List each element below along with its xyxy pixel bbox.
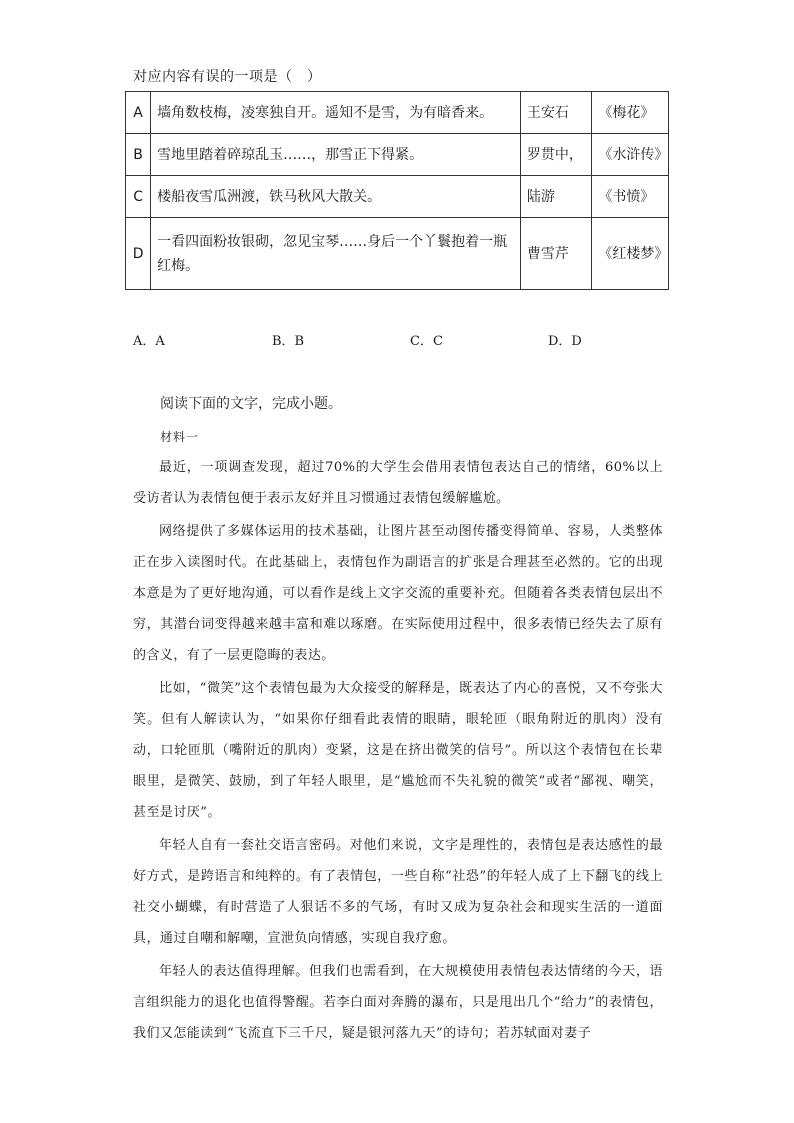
row-work: 《书愤》 [592, 176, 669, 218]
row-letter: B [126, 134, 151, 176]
passage-paragraph: 年轻人自有一套社交语言密码。对他们来说，文字是理性的，表情包是表达感性的最好方式，是跨语言和纯粹的。有了表情包，一些自称“社恐”的年轻人成了上下翻飞的线上社交小蝴蝶，有时营造了人狠话不多的气场，有时又成为复杂社会和现实生活的一道面具，通过自嘲和解嘲，宣泄负向情感，实现自我疗愈。 [133, 838, 663, 946]
reading-instruction: 阅读下面的文字，完成小题。 [160, 396, 342, 412]
passage-paragraph: 比如，“微笑”这个表情包最为大众接受的解释是，既表达了内心的喜悦，又不夸张大笑。但有人解读认为，“如果你仔细看此表情的眼睛，眼轮匝（眼角附近的肌肉）没有动，口轮匝肌（嘴附近的肌肉）变紧，这是在挤出微笑的信号”。所以这个表情包在长辈眼里，是微笑、鼓励，到了年轻人眼里，是“尴尬而不失礼貌的微笑”或者“鄙视、嘲笑，甚至是讨厌”。 [133, 681, 663, 820]
passage-paragraph: 最近，一项调查发现，超过70%的大学生会借用表情包表达自己的情绪，60%以上受访者认为表情包便于表示友好并且习惯通过表情包缓解尴尬。 [133, 460, 663, 506]
row-letter: D [126, 218, 151, 290]
row-letter: C [126, 176, 151, 218]
row-text: 墙角数枝梅，凌寒独自开。遥知不是雪，为有暗香来。 [151, 92, 521, 134]
table-row [126, 92, 669, 134]
row-text: 雪地里踏着碎琼乱玉……，那雪正下得紧。 [151, 134, 521, 176]
row-author: 曹雪芹 [520, 218, 592, 290]
row-author: 王安石 [520, 92, 592, 134]
table-row [126, 218, 669, 290]
passage-paragraph: 年轻人的表达值得理解。但我们也需看到，在大规模使用表情包表达情绪的今天，语言组织能力的退化也值得警醒。若李白面对奔腾的瀑布，只是甩出几个“给力”的表情包，我们又怎能读到“飞流直下三千尺，疑是银河落九天”的诗句；若苏轼面对妻子 [133, 964, 663, 1041]
row-work: 《水浒传》 [592, 134, 669, 176]
row-text: 一看四面粉妆银砌，忽见宝琴……身后一个丫鬟抱着一瓶红梅。 [151, 218, 521, 290]
material-title: 材料一 [160, 430, 200, 444]
row-letter: A [126, 92, 151, 134]
table-row [126, 176, 669, 218]
passage-paragraph: 网络提供了多媒体运用的技术基础，让图片甚至动图传播变得简单、容易，人类整体正在步入读图时代。在此基础上，表情包作为副语言的扩张是合理甚至必然的。它的出现本意是为了更好地沟通，可以看作是线上文字交流的重要补充。但随着各类表情包层出不穷，其潜台词变得越来越丰富和难以琢磨。在实际使用过程中，很多表情已经失去了原有的含义，有了一层更隐晦的表达。 [133, 524, 663, 663]
choice-b[interactable]: B．B [272, 334, 305, 349]
row-work: 《梅花》 [592, 92, 669, 134]
row-author: 罗贯中， [520, 134, 592, 176]
row-text: 楼船夜雪瓜洲渡，铁马秋风大散关。 [151, 176, 521, 218]
table-row [126, 134, 669, 176]
row-work: 《红楼梦》 [592, 218, 669, 290]
reading-passage [133, 452, 663, 1051]
choice-a[interactable]: A．A [133, 334, 165, 349]
choice-d[interactable]: D．D [548, 334, 582, 349]
row-author: 陆游 [520, 176, 592, 218]
choice-c[interactable]: C．C [410, 334, 443, 349]
question-stem: 对应内容有误的一项是（ ） [133, 69, 322, 85]
options-table [125, 91, 669, 290]
